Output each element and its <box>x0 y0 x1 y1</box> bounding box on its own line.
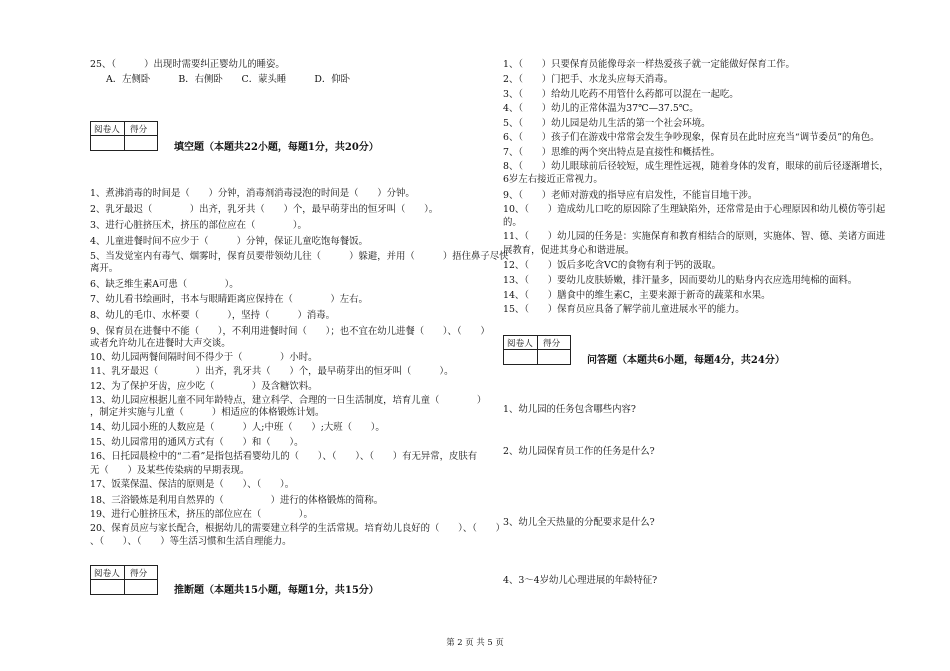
fill-question-line: 4、儿童进餐时间不应少于（ ）分钟，保证儿童吃饱每餐饭。 <box>90 236 368 247</box>
fill-question-line: 5、当发觉室内有毒气、烟雾时，保育员要带领幼儿往（ ）躲避，并用（ ）捂住鼻子尽快 <box>90 251 509 262</box>
score-label: 得分 <box>130 569 148 579</box>
judge-question-line: 14、（ ）膳食中的维生素C，主要来源于新奇的蔬菜和水果。 <box>503 290 771 301</box>
question-25-options: A．左侧卧 B．右侧卧 C．蒙头睡 D．仰卧 <box>106 74 350 85</box>
judge-question-line: 15、（ ）保育员应具备了解学前儿童进展水平的能力。 <box>503 304 745 315</box>
judge-question-line: 9、（ ）老师对游戏的指导应有启发性，不能盲目地干涉。 <box>503 190 758 201</box>
grader-label: 阅卷人 <box>507 339 533 349</box>
fill-question-line: 17、饭菜保温、保洁的原则是（ ）、（ ）。 <box>90 479 295 490</box>
score-label: 得分 <box>130 125 148 135</box>
fill-question-line: 14、幼儿园小班的人数应是（ ）人;中班（ ）;大班（ ）。 <box>90 422 385 433</box>
fill-question-line: 3、进行心脏挤压术，挤压的部位应在（ ）。 <box>90 220 307 231</box>
fill-question-line: 9、保育员在进餐中不能（ ），不利用进餐时间（ ）；也不宜在幼儿进餐（ ）、（ ） <box>90 326 490 337</box>
qa-section-title: 问答题（本题共6小题，每题4分，共24分） <box>587 355 785 366</box>
judge-question-line: 6、（ ）孩子们在游戏中常常会发生争吵现象，保育员在此时应充当“调节委员”的角色。 <box>503 132 880 143</box>
judge-question-line: 7、（ ）思维的两个突出特点是直接性和概括性。 <box>503 147 720 158</box>
fill-score-box <box>90 121 158 151</box>
fill-question-line: 6、缺乏维生素A可患（ ）。 <box>90 279 239 290</box>
fill-question-line: 13、幼儿园应根据儿童不同年龄特点，建立科学、合理的一日生活制度，培育儿童（ ） <box>90 395 487 406</box>
fill-question-line: 15、幼儿园常用的通风方式有（ ）和（ ）。 <box>90 437 304 448</box>
judge-question-line: 8、（ ）幼儿眼球前后径较短，成生理性远视，随着身体的发育，眼球的前后径逐渐增长， <box>503 161 889 172</box>
judge-question-line: 6岁左右接近正常视力。 <box>503 174 603 185</box>
judge-question-line: 5、（ ）幼儿园是幼儿生活的第一个社会环境。 <box>503 118 711 129</box>
fill-question-line: 16、日托园晨检中的“二看”是指包括看婴幼儿的（ ）、（ ）、（ ）有无异常，皮肤有 <box>90 451 478 462</box>
judge-question-line: 展教育，促进其身心和谐进展。 <box>503 245 635 256</box>
fill-section-title: 填空题（本题共22小题，每题1分，共20分） <box>174 142 379 153</box>
fill-question-line: 2、乳牙最迟（ ）出齐，乳牙共（ ）个，最早萌芽出的恒牙叫（ ）。 <box>90 204 439 215</box>
judge-section-title: 推断题（本题共15小题，每题1分，共15分） <box>174 585 379 596</box>
fill-question-line: 8、幼儿的毛巾、水杯要（ ），坚持（ ）消毒。 <box>90 310 336 321</box>
judge-question-line: 的。 <box>503 217 522 228</box>
judge-question-line: 10、（ ）造成幼儿口吃的原因除了生理缺陷外，还常常是由于心理原因和幼儿模仿等引起 <box>503 204 886 215</box>
judge-question-line: 13、（ ）要幼儿皮肤娇嫩，排汗量多，因而要幼儿的贴身内衣应选用纯棉的面料。 <box>503 275 858 286</box>
fill-question-line: 18、三浴锻炼是利用自然界的（ ）进行的体格锻炼的简称。 <box>90 495 384 506</box>
fill-question-line: 19、进行心脏挤压术，挤压的部位应在（ ）。 <box>90 509 313 520</box>
fill-question-line: ，制定并实施与儿童（ ）相适应的体格锻炼计划。 <box>90 407 325 418</box>
judge-question-line: 3、（ ）给幼儿吃药不用管什么药都可以混在一起吃。 <box>503 89 739 100</box>
grader-label: 阅卷人 <box>94 125 120 135</box>
qa-question-4: 4、3～4岁幼儿心理进展的年龄特征? <box>503 575 658 586</box>
judge-question-line: 11、（ ）幼儿园的任务是：实施保育和教育相结合的原则，实施体、智、德、美诸方面进 <box>503 231 886 242</box>
judge-question-line: 12、（ ）饭后多吃含VC的食物有利于钙的汲取。 <box>503 260 722 271</box>
fill-question-line: 20、保育员应与家长配合，根据幼儿的需要建立科学的生活常规。培育幼儿良好的（ ）、（ ） <box>90 523 506 534</box>
judge-question-line: 4、（ ）幼儿的正常体温为37℃—37.5℃。 <box>503 103 699 114</box>
qa-question-3: 3、幼儿全天热量的分配要求是什么? <box>503 517 655 528</box>
fill-question-line: 12、为了保护牙齿，应少吃（ ）及含糖饮料。 <box>90 381 318 392</box>
fill-question-line: 11、乳牙最迟（ ）出齐，乳牙共（ ）个，最早萌芽出的恒牙叫（ ）。 <box>90 366 454 377</box>
qa-score-box <box>503 335 571 365</box>
grader-label: 阅卷人 <box>94 569 120 579</box>
fill-question-line: 无（ ）及某些传染病的早期表现。 <box>90 465 250 476</box>
judge-question-line: 2、（ ）门把手、水龙头应每天消毒。 <box>503 74 674 85</box>
fill-question-line: 1、煮沸消毒的时间是（ ）分钟，消毒剂消毒浸泡的时间是（ ）分钟。 <box>90 188 415 199</box>
fill-question-line: 、（ ）、（ ）等生活习惯和生活自理能力。 <box>90 536 292 547</box>
fill-question-line: 10、幼儿园两餐间隔时间不得少于（ ）小时。 <box>90 352 318 363</box>
qa-question-2: 2、幼儿园保育员工作的任务是什么? <box>503 446 655 457</box>
page-footer: 第 2 页 共 5 页 <box>446 637 504 647</box>
question-25: 25、（ ）出现时需要纠正婴幼儿的睡姿。 <box>90 59 285 70</box>
score-label: 得分 <box>543 339 561 349</box>
qa-question-1: 1、幼儿园的任务包含哪些内容? <box>503 404 636 415</box>
judge-question-line: 1、（ ）只要保育员能像母亲一样热爱孩子就一定能做好保育工作。 <box>503 59 795 70</box>
fill-question-line: 7、幼儿看书绘画时，书本与眼睛距离应保持在（ ）左右。 <box>90 294 368 305</box>
fill-question-line: 或者允许幼儿在进餐时大声交谈。 <box>90 338 231 349</box>
judge-score-box <box>90 565 158 595</box>
fill-question-line: 离开。 <box>90 263 119 274</box>
